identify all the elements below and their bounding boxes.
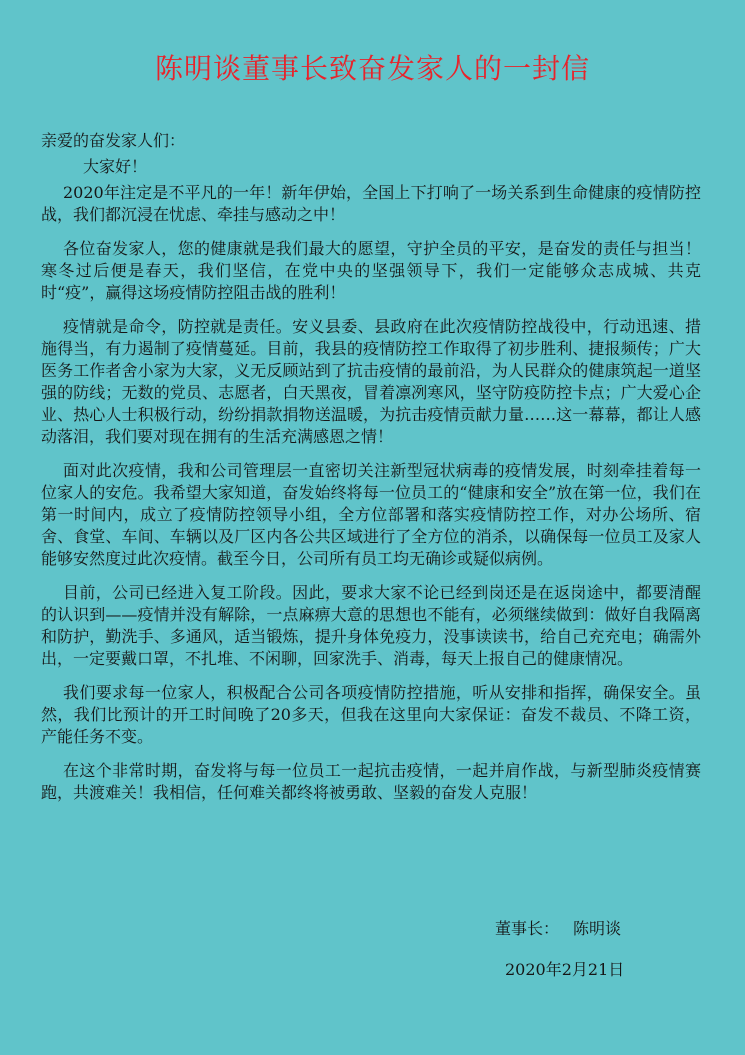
letter-title: 陈明谈董事长致奋发家人的一封信 xyxy=(154,52,590,85)
paragraph-return-to-work: 目前，公司已经进入复工阶段。因此，要求大家不论已经到岗还是在返岗途中，都要清醒的认识到——疫情并没有解除，一点麻痹大意的思想也不能有，必须继续做到：做好自我隔离和防护，勤洗手、多通风，适当锻炼，提升身体免疫力，没事读读书，给自己充充电；确需外出，一定要戴口罩，不扎堆、不闲聊，回家洗手、消毒，每天上报自己的健康情况。 xyxy=(41,583,701,668)
paragraph-company-measures: 面对此次疫情，我和公司管理层一直密切关注新型冠状病毒的疫情发展，时刻牵挂着每一位家人的安危。我希望大家知道，奋发始终将每一位员工的“健康和安全”放在第一位，我们在第一时间内，成立了疫情防控领导小组，全方位部署和落实疫情防控工作，对办公场所、宿舍、食堂、车间、车辆以及厂区内各公共区域进行了全方位的消杀，以确保每一位员工及家人能够安然度过此次疫情。截至今日，公司所有员工均无确诊或疑似病例。 xyxy=(41,461,701,568)
signature-label: 董事长： xyxy=(495,919,560,938)
paragraph-opening: 2020年注定是不平凡的一年！新年伊始，全国上下打响了一场关系到生命健康的疫情防控战，我们都沉浸在忧虑、牵挂与感动之中！ xyxy=(41,183,701,224)
salutation: 亲爱的奋发家人们： xyxy=(41,131,186,150)
paragraph-local-response: 疫情就是命令，防控就是责任。安义县委、县政府在此次疫情防控战役中，行动迅速、措施得当，有力遏制了疫情蔓延。目前，我县的疫情防控工作取得了初步胜利、捷报频传；广大医务工作者舍小家为大家，义无反顾站到了抗击疫情的最前沿，为人民群众的健康筑起一道坚强的防线；无数的党员、志愿者，白天黑夜，冒着凛冽寒风，坚守防疫防控卡点；广大爱心企业、热心人士积极行动，纷纷捐款捐物送温暖，为抗击疫情贡献力量……这一幕幕，都让人感动落泪，我们要对现在拥有的生活充满感恩之情！ xyxy=(41,317,701,446)
letter-body xyxy=(41,130,701,816)
greeting: 大家好！ xyxy=(83,157,148,176)
letter-date: 2020年2月21日 xyxy=(505,960,625,979)
signature-name: 陈明谈 xyxy=(573,919,622,938)
paragraph-commitment: 我们要求每一位家人，积极配合公司各项疫情防控措施，听从安排和指挥，确保安全。虽然，我们比预计的开工时间晚了20多天，但我在这里向大家保证：奋发不裁员、不降工资，产能任务不变。 xyxy=(41,683,701,746)
signature xyxy=(495,918,621,940)
paragraph-closing: 在这个非常时期，奋发将与每一位员工一起抗击疫情，一起并肩作战，与新型肺炎疫情赛跑，共渡难关！我相信，任何难关都终将被勇敢、坚毅的奋发人克服！ xyxy=(41,761,701,802)
paragraph-wishes: 各位奋发家人，您的健康就是我们最大的愿望，守护全员的平安，是奋发的责任与担当！寒冬过后便是春天，我们坚信，在党中央的坚强领导下，我们一定能够众志成城、共克时“疫”，赢得这场疫情防控阻击战的胜利！ xyxy=(41,239,701,302)
